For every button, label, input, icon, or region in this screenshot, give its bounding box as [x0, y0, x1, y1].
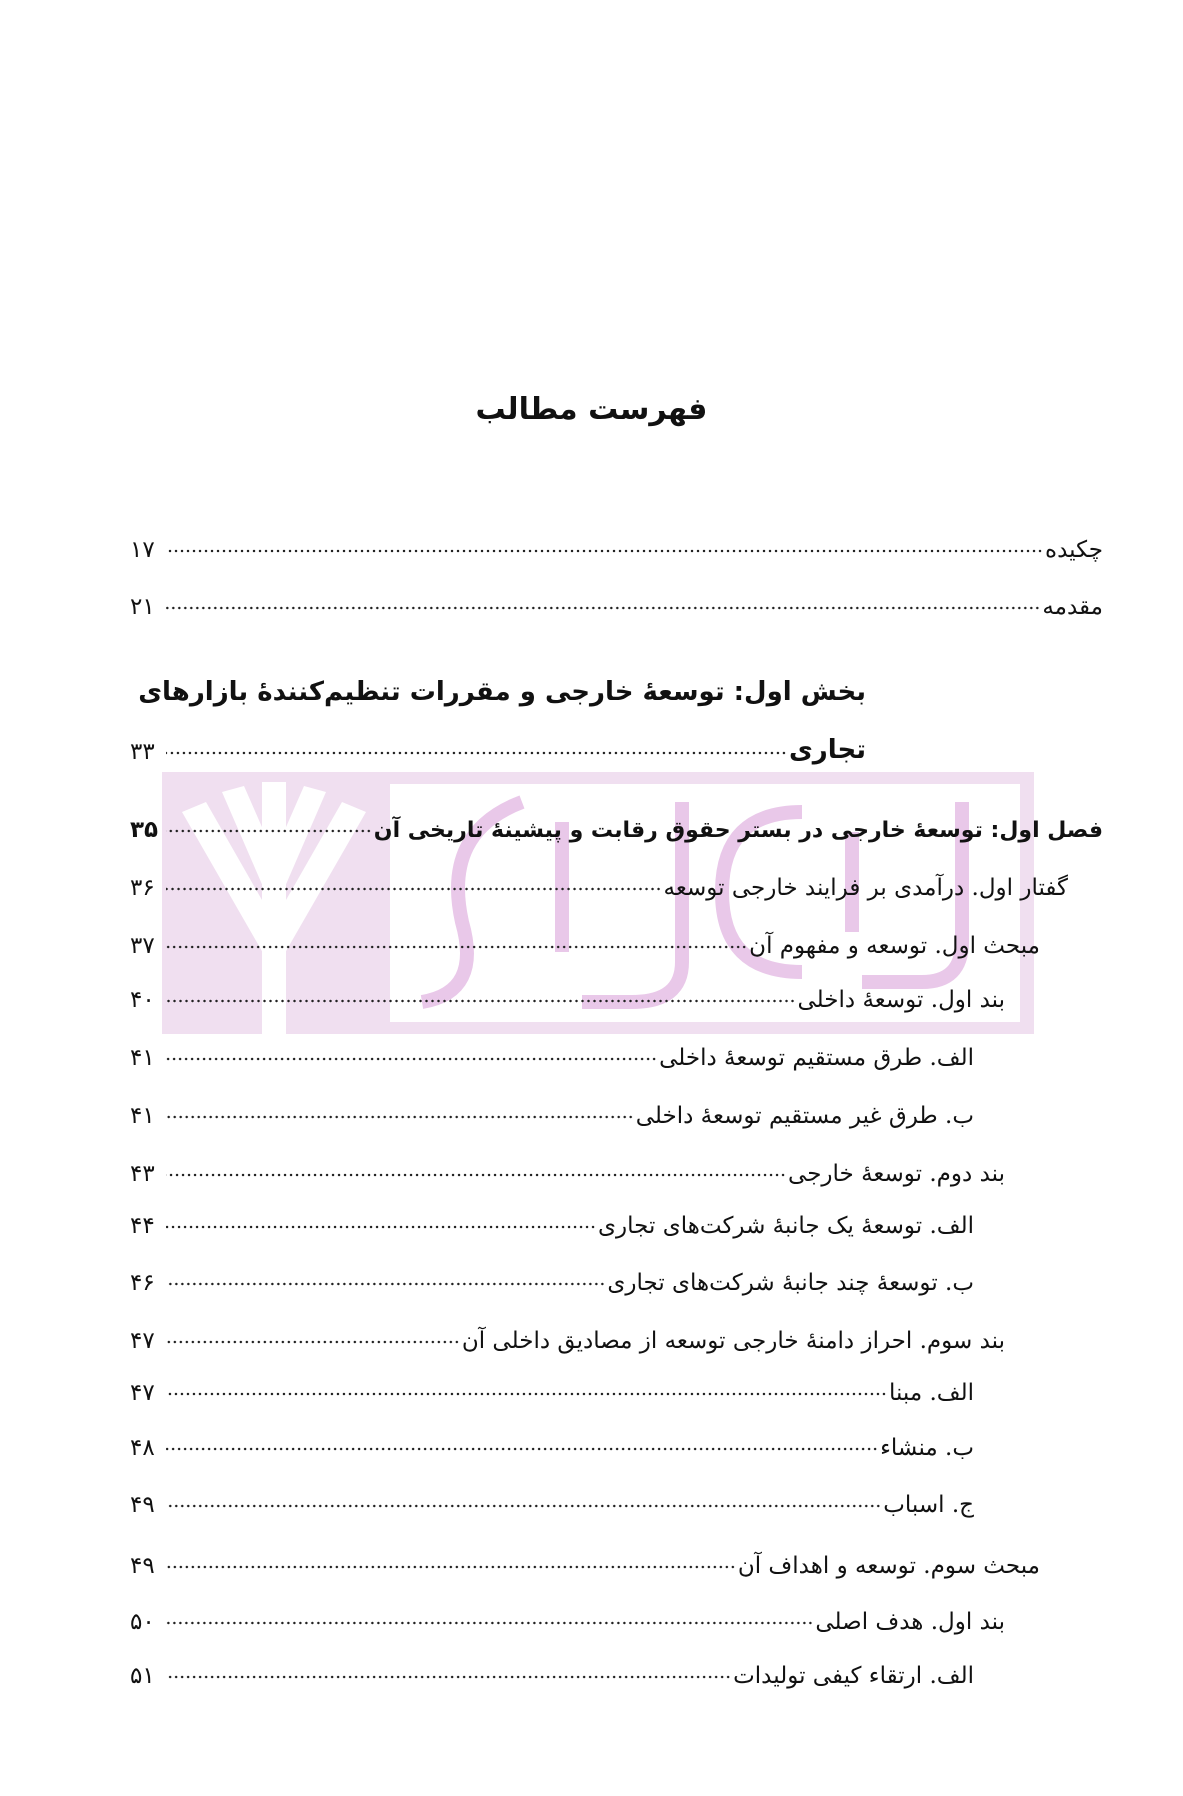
entry-title: ب. طرق غیر مستقیم توسعهٔ داخلی: [635, 1103, 974, 1129]
entry-title: فصل اول: توسعهٔ خارجی در بستر حقوق رقابت و پیشینهٔ تاریخی آن: [373, 818, 1103, 843]
entry-title: بند اول. توسعهٔ داخلی: [797, 987, 1005, 1013]
dot-leader: [166, 1172, 786, 1178]
dot-leader: [166, 1224, 596, 1230]
dot-leader: [166, 750, 787, 756]
entry-title: بند اول. هدف اصلی: [815, 1609, 1005, 1635]
toc-entry[interactable]: [130, 1089, 974, 1129]
page-number: ۳۷: [130, 933, 155, 959]
page-title: فهرست مطالب: [475, 392, 708, 427]
toc-entry[interactable]: [130, 1478, 974, 1518]
toc-entry[interactable]: [130, 1147, 1005, 1187]
page-number: ۴۰: [130, 987, 155, 1013]
page-number: ۳۵: [130, 817, 159, 843]
dot-leader: [166, 1281, 605, 1287]
toc-entry[interactable]: [130, 523, 1103, 563]
dot-leader: [166, 1056, 657, 1062]
page-number: ۳۶: [130, 875, 155, 901]
toc-entry[interactable]: [130, 1539, 1040, 1579]
entry-title: بند دوم. توسعهٔ خارجی: [788, 1161, 1005, 1187]
page-number: ۴۶: [130, 1270, 155, 1296]
entry-title: مقدمه: [1042, 594, 1103, 620]
toc-entry[interactable]: [130, 1256, 974, 1296]
page-number: ۳۳: [130, 739, 155, 765]
page-number: ۴۱: [130, 1103, 155, 1129]
toc-entry[interactable]: [130, 1031, 974, 1071]
toc-entry[interactable]: [130, 580, 1103, 620]
toc-entry[interactable]: [130, 861, 1068, 901]
entry-title: مبحث سوم. توسعه و اهداف آن: [737, 1553, 1040, 1579]
entry-title: بند سوم. احراز دامنهٔ خارجی توسعه از مصادیق داخلی آن: [461, 1328, 1005, 1354]
page-number: ۴۱: [130, 1045, 155, 1071]
dot-leader: [166, 886, 662, 892]
dot-leader: [166, 1339, 460, 1345]
toc-entry[interactable]: [130, 1314, 1005, 1354]
entry-title: الف. توسعهٔ یک جانبهٔ شرکت‌های تجاری: [598, 1213, 974, 1239]
toc-entry[interactable]: [130, 1649, 974, 1689]
dot-leader: [166, 605, 1040, 611]
toc-entry[interactable]: [130, 973, 1005, 1013]
toc-entry[interactable]: [130, 1366, 974, 1406]
entry-title: چکیده: [1045, 537, 1103, 563]
page-number: ۱۷: [130, 537, 155, 563]
dot-leader: [166, 828, 372, 834]
dot-leader: [166, 998, 796, 1004]
toc-entry[interactable]: [130, 1421, 974, 1461]
dot-leader: [166, 548, 1043, 554]
dot-leader: [166, 1564, 736, 1570]
toc-entry[interactable]: [130, 1595, 1005, 1635]
entry-title: گفتار اول. درآمدی بر فرایند خارجی توسعه: [663, 875, 1068, 901]
page-number: ۵۱: [130, 1663, 155, 1689]
entry-title: ب. توسعهٔ چند جانبهٔ شرکت‌های تجاری: [607, 1270, 974, 1296]
page-number: ۵۰: [130, 1609, 155, 1635]
page-number: ۴۳: [130, 1161, 155, 1187]
dot-leader: [166, 1114, 634, 1120]
entry-title: الف. مبنا: [888, 1380, 974, 1406]
toc-entry[interactable]: [130, 919, 1040, 959]
dot-leader: [166, 1674, 731, 1680]
page-number: ۴۹: [130, 1492, 155, 1518]
dot-leader: [166, 1503, 881, 1509]
page-number: ۴۷: [130, 1328, 155, 1354]
dot-leader: [166, 1391, 887, 1397]
page-number: ۲۱: [130, 594, 155, 620]
part-heading-line2: تجاری: [788, 735, 866, 765]
dot-leader: [166, 944, 747, 950]
entry-title: ج. اسباب: [883, 1492, 974, 1518]
entry-title: مبحث اول. توسعه و مفهوم آن: [749, 933, 1040, 959]
dot-leader: [166, 1620, 813, 1626]
entry-title: الف. ارتقاء کیفی تولیدات: [733, 1663, 974, 1689]
dot-leader: [166, 1446, 878, 1452]
page-number: ۴۷: [130, 1380, 155, 1406]
entry-title: الف. طرق مستقیم توسعهٔ داخلی: [659, 1045, 974, 1071]
toc-entry[interactable]: [130, 803, 1103, 843]
part-heading-line1: بخش اول: توسعهٔ خارجی و مقررات تنظیم‌کنندهٔ بازارهای: [138, 677, 866, 707]
entry-title: ب. منشاء: [880, 1435, 974, 1461]
page-number: ۴۸: [130, 1435, 155, 1461]
toc-entry[interactable]: [130, 1199, 974, 1239]
toc-part-entry[interactable]: [130, 725, 866, 765]
page-number: ۴۹: [130, 1553, 155, 1579]
page-number: ۴۴: [130, 1213, 155, 1239]
